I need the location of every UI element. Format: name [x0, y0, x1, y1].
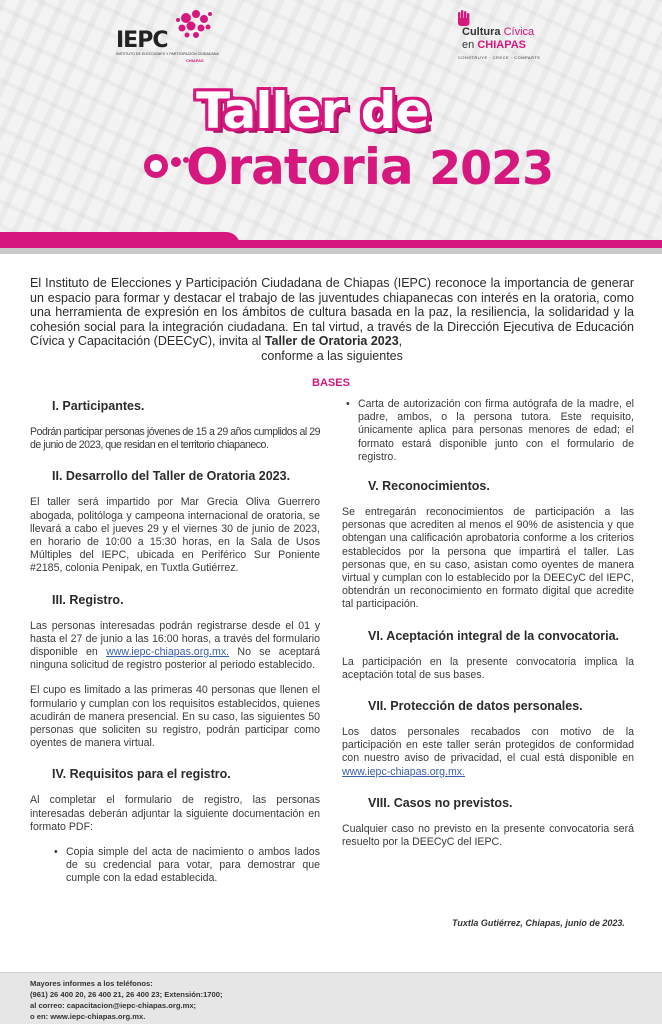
section-5-title: V. Reconocimientos.	[368, 479, 490, 494]
right-column	[342, 398, 634, 865]
privacy-notice-link[interactable]: www.iepc-chiapas.org.mx.	[342, 765, 466, 778]
section-3-text-b: No se aceptará ninguna solicitud de registro posterior al periodo establecido.	[30, 646, 320, 672]
requirement-item-1: • Copia simple del acta de nacimiento o ambos lados de su credencial para votar, para demostrar que cumple con la edad establecida.	[30, 846, 320, 886]
requirements-list-continued	[342, 398, 634, 464]
chiapas-word: CHIAPAS	[477, 39, 527, 51]
registration-form-link[interactable]: www.iepc-chiapas.org.mx.	[106, 646, 230, 659]
section-7-text-a: Los datos personales recabados con motivo de la participación en este taller serán protegidos de conformidad con nuestro aviso de privacidad, el cual está disponible en	[342, 726, 634, 765]
intro-paragraph	[30, 276, 634, 364]
section-1-title: I. Participantes.	[52, 399, 145, 413]
iepc-flower-icon	[174, 8, 214, 44]
section-3	[30, 620, 320, 751]
section-2-text: El taller será impartido por Mar Grecia Oliva Guerrero abogada, politóloga y campeona internacional de oratoria, se llevará a cabo el jueves 29 y el viernes 30 de junio de 2023, en horario de 10:00 a 15:30 horas, en la Sala de Usos Múltiples del IEPC, ubicada en Periférico Sur Poniente #2185, colonia Penipak, en Tuxtla Gutiérrez.	[30, 496, 320, 575]
section-7-text	[342, 726, 634, 779]
en-word: en	[462, 39, 475, 51]
title-line2	[186, 140, 553, 195]
title-line1: Taller de	[196, 82, 429, 140]
iepc-logo-state: CHIAPAS	[186, 58, 204, 63]
section-3-text-2: El cupo es limitado a las primeras 40 personas que llenen el formulario y cumplan con los requisitos establecidos, quienes acudirán de manera presencial. En su caso, las siguientes 50 personas que soliciten su registro, podrán participar como oyentes de manera virtual.	[30, 684, 320, 750]
cultura-civica-line2	[462, 39, 526, 51]
iepc-logo	[116, 8, 236, 68]
gray-band-divider	[0, 248, 662, 254]
section-2	[30, 496, 320, 575]
civica-word: Cívica	[503, 26, 535, 38]
requirements-list	[30, 846, 320, 886]
title-year: 2023	[429, 141, 554, 195]
iepc-logo-subtitle: INSTITUTO DE ELECCIONES Y PARTICIPACIÓN CIUDADANA	[116, 52, 219, 56]
section-7	[342, 726, 634, 779]
section-4-text: Al completar el formulario de registro, las personas interesadas deberán adjuntar la siguiente documentación en formato PDF:	[30, 794, 320, 833]
footer-website[interactable]: o en: www.iepc-chiapas.org.mx.	[30, 1012, 146, 1021]
cultura-civica-line1	[462, 26, 534, 38]
section-6-title: VI. Aceptación integral de la convocatoria.	[368, 628, 619, 643]
footer-line-1: Mayores informes a los teléfonos:	[30, 979, 153, 988]
section-6	[342, 656, 634, 682]
section-3-text-1	[30, 620, 320, 673]
section-8-title: VIII. Casos no previstos.	[368, 795, 513, 810]
section-4-title: IV. Requisitos para el registro.	[52, 767, 231, 782]
section-8	[342, 823, 634, 849]
section-3-title: III. Registro.	[52, 592, 124, 607]
footer-email[interactable]: al correo: capacitacion@iepc-chiapas.org.mx;	[30, 1001, 197, 1010]
title-word-oratoria: Oratoria	[186, 138, 413, 196]
section-5	[342, 506, 634, 612]
left-column	[30, 398, 320, 886]
cultura-word: Cultura	[462, 26, 501, 38]
footer-contact	[0, 972, 662, 1024]
requirement-item-2: • Carta de autorización con firma autógrafa de la madre, el padre, ambos, o la persona tutora. Este requisito, únicamente aplica para personas menores de edad; el formato estará disponible junto con el formulario de registro.	[342, 398, 634, 464]
section-8-text: Cualquier caso no previsto en la presente convocatoria será resuelto por la DEECyC del IEPC.	[342, 822, 634, 849]
cultura-civica-logo	[452, 10, 552, 70]
section-4	[30, 794, 320, 885]
cultura-civica-tagline: CONSTRUYE · CRECE · COMPARTE	[458, 55, 541, 60]
section-2-title: II. Desarrollo del Taller de Oratoria 2023.	[52, 469, 291, 484]
intro-text-last: conforme a las siguientes	[261, 348, 403, 363]
footer-phones: (961) 26 400 20, 26 400 21, 26 400 23; Extensión:1700;	[30, 990, 223, 999]
speech-bubble-icon	[138, 148, 190, 184]
intro-text-bold: Taller de Oratoria 2023	[264, 334, 399, 349]
section-7-title: VII. Protección de datos personales.	[368, 699, 583, 714]
section-1-text: Podrán participar personas jóvenes de 15 a 29 años cumplidos al 29 de junio de 2023, que residan en el territorio chiapaneco.	[30, 426, 320, 452]
section-5-text: Se entregarán reconocimientos de participación a las personas que acrediten al menos el 90% de asistencia y que obtengan una calificación aprobatoria conforme a los criterios establecidos por la persona que impartirá el taller. Las personas que, en su caso, asistan como oyentes de manera virtual y cumplan con lo establecido por la DEECyC del IEPC, obtendrán un reconocimiento en formato digital que acredite tal participación.	[342, 506, 634, 611]
intro-text-a: El Instituto de Elecciones y Participación Ciudadana de Chiapas (IEPC) reconoce la importancia de generar un espacio para formar y destacar el trabajo de las juventudes chiapanecas con interés en la oratoria, como una herramienta de expresión en los ámbitos de cultura basada en la paz, la resiliencia, la solidaridad y la cohesión social para la integración ciudadana. En tal virtud, a través de la Dirección Ejecutiva de Educación Cívica y Capacitación (DEECyC), invita al	[30, 276, 634, 349]
header-banner	[0, 0, 662, 252]
section-1	[30, 426, 320, 452]
section-3-text-a: Las personas interesadas podrán registrarse desde el 01 y hasta el 27 de junio a las 16:00 horas, a través del formulario disponible en	[30, 619, 320, 659]
intro-text-b: ,	[398, 334, 403, 349]
iepc-logo-text: IEPC	[116, 28, 168, 53]
place-date-signature: Tuxtla Gutiérrez, Chiapas, junio de 2023.	[452, 918, 625, 928]
pink-band-divider	[0, 240, 662, 248]
section-6-text: La participación en la presente convocatoria implica la aceptación total de sus bases.	[342, 655, 634, 681]
bases-heading: BASES	[312, 377, 350, 389]
